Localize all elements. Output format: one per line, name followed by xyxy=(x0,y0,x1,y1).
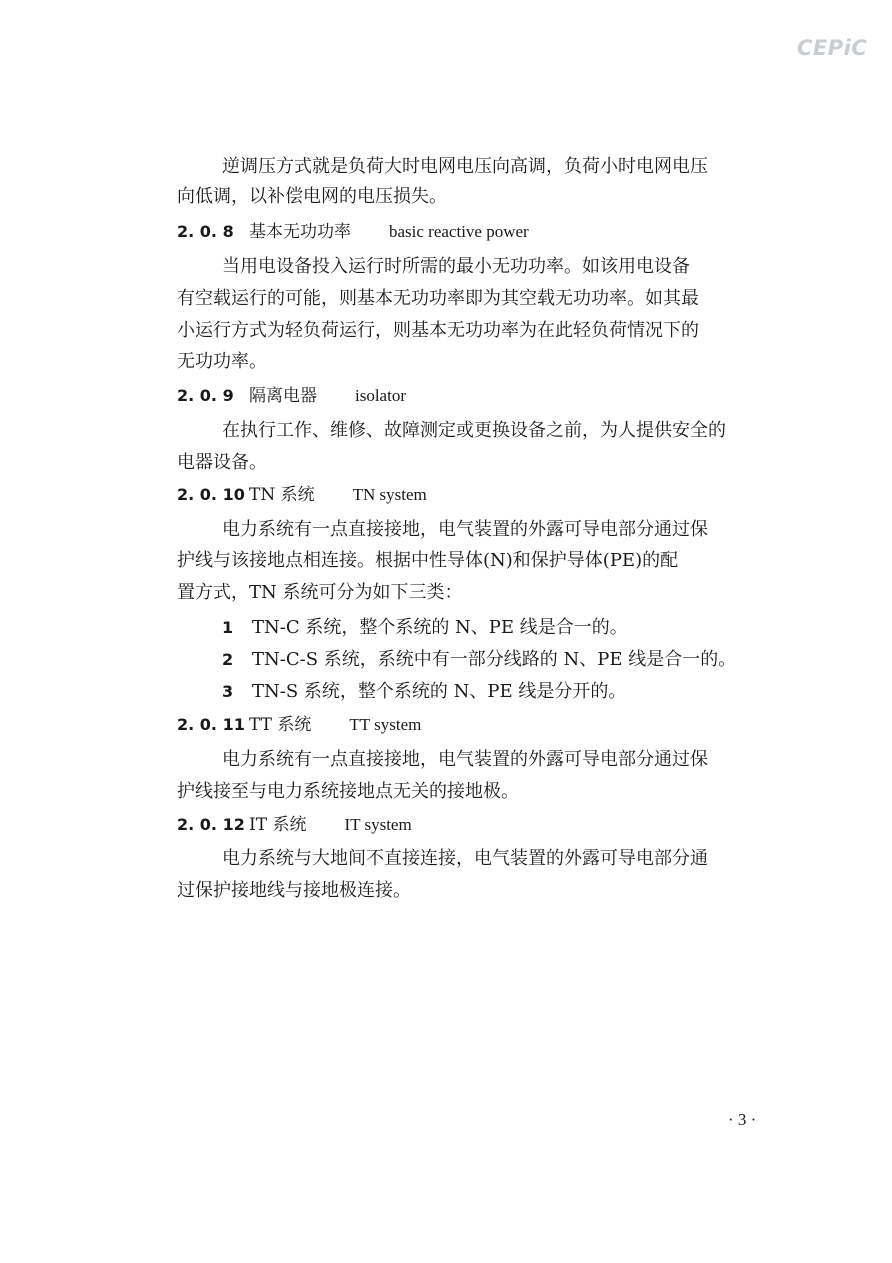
paragraph-line: 护线接至与电力系统接地点无关的接地极。 xyxy=(177,781,519,802)
list-item-text: TN-C-S 系统，系统中有一部分线路的 N、PE 线是合一的。 xyxy=(252,649,737,670)
list-item-number: 3 xyxy=(222,682,234,701)
cepic-logo: CEPiC xyxy=(797,36,868,60)
paragraph-line: 电力系统有一点直接接地，电气装置的外露可导电部分通过保 xyxy=(222,749,708,770)
paragraph-line: 有空载运行的可能，则基本无功功率即为其空载无功功率。如其最 xyxy=(177,288,699,309)
list-item-number: 1 xyxy=(222,618,234,637)
list-item xyxy=(222,681,626,703)
term-zh: TN 系统 xyxy=(249,485,315,505)
paragraph-line: 当用电设备投入运行时所需的最小无功功率。如该用电设备 xyxy=(222,256,690,277)
term-en: TT system xyxy=(349,715,422,734)
list-item xyxy=(222,617,628,639)
paragraph-line: 小运行方式为轻负荷运行，则基本无功功率为在此轻负荷情况下的 xyxy=(177,320,699,341)
term-zh: 隔离电器 xyxy=(249,386,317,406)
term-en: basic reactive power xyxy=(389,222,529,241)
term-en: IT system xyxy=(344,815,412,834)
paragraph-line: 无功功率。 xyxy=(177,351,267,372)
paragraph-line: 电器设备。 xyxy=(177,452,267,473)
term-zh: IT 系统 xyxy=(249,815,307,835)
list-item-number: 2 xyxy=(222,650,234,669)
list-item-text: TN-S 系统，整个系统的 N、PE 线是分开的。 xyxy=(252,681,627,702)
section-number: 2. 0. 8 xyxy=(177,222,234,241)
section-number: 2. 0. 11 xyxy=(177,715,245,734)
paragraph-line: 向低调，以补偿电网的电压损失。 xyxy=(177,186,447,207)
page-number: · 3 · xyxy=(728,1110,757,1129)
list-item xyxy=(222,649,736,671)
section-heading-2-0-12 xyxy=(177,814,412,836)
term-en: TN system xyxy=(352,485,427,504)
term-en: isolator xyxy=(355,386,406,405)
paragraph-line: 过保护接地线与接地极连接。 xyxy=(177,880,411,901)
paragraph-line: 电力系统与大地间不直接连接，电气装置的外露可导电部分通 xyxy=(222,848,708,869)
section-heading-2-0-8 xyxy=(177,221,529,243)
term-zh: 基本无功功率 xyxy=(249,222,351,242)
section-number: 2. 0. 12 xyxy=(177,815,245,834)
section-number: 2. 0. 10 xyxy=(177,485,245,504)
paragraph-line: 置方式，TN 系统可分为如下三类： xyxy=(177,582,463,603)
section-number: 2. 0. 9 xyxy=(177,386,234,405)
section-heading-2-0-9 xyxy=(177,385,406,407)
paragraph-line: 在执行工作、维修、故障测定或更换设备之前，为人提供安全的 xyxy=(222,420,726,441)
paragraph-line: 逆调压方式就是负荷大时电网电压向高调，负荷小时电网电压 xyxy=(222,156,708,177)
section-heading-2-0-11 xyxy=(177,714,421,736)
paragraph-line: 电力系统有一点直接接地，电气装置的外露可导电部分通过保 xyxy=(222,519,708,540)
term-zh: TT 系统 xyxy=(249,715,312,735)
section-heading-2-0-10 xyxy=(177,484,427,506)
list-item-text: TN-C 系统，整个系统的 N、PE 线是合一的。 xyxy=(252,617,628,638)
paragraph-line: 护线与该接地点相连接。根据中性导体(N)和保护导体(PE)的配 xyxy=(177,550,679,571)
